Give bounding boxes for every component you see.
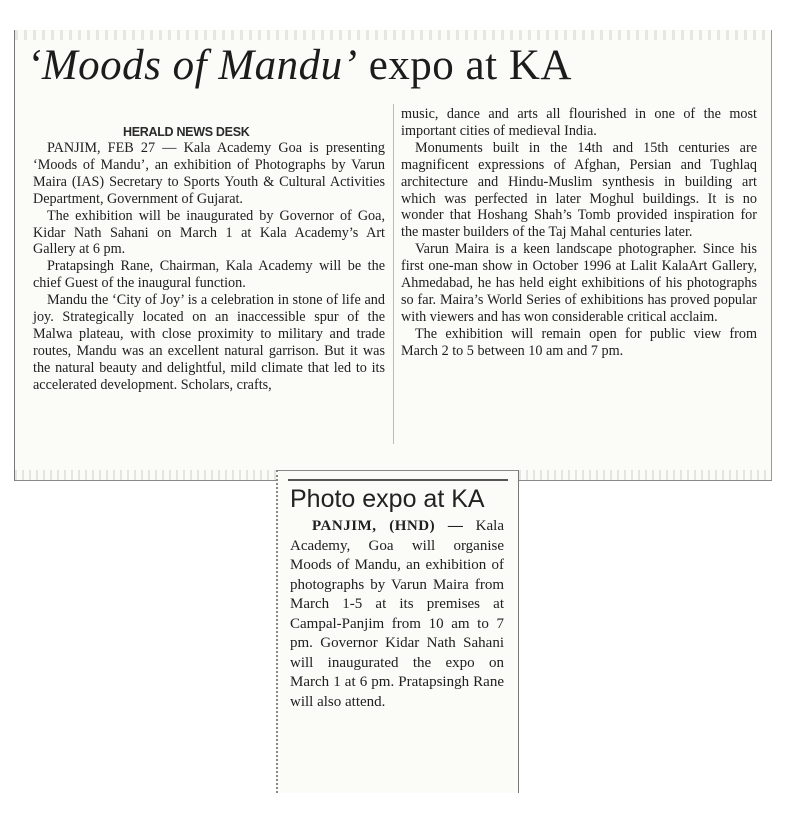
article-headline	[27, 36, 767, 96]
paragraph: The exhibition will be inaugurated by Governor of Goa, Kidar Nath Sahani on March 1 at Kala Academy’s Art Gallery at 6 pm.	[33, 207, 385, 258]
article-column-left	[33, 124, 385, 394]
newspaper-clipping-secondary	[276, 470, 519, 793]
byline: HERALD NEWS DESK	[123, 125, 250, 139]
headline-title: ‘Moods of Mandu’	[27, 42, 358, 89]
paragraph: music, dance and arts all flourished in one of the most important cities of medieval India.	[401, 106, 757, 139]
newspaper-clipping-main	[14, 30, 772, 481]
article-column-right	[401, 106, 757, 360]
dateline: PANJIM, (HND) —	[312, 518, 464, 534]
paragraph: PANJIM, FEB 27 — Kala Academy Goa is presenting ‘Moods of Mandu’, an exhibition of Photographs by Varun Maira (IAS) Secretary to Sports Youth & Cultural Activities Department, Government of Gujarat.	[33, 140, 385, 207]
headline-suffix: expo at KA	[357, 42, 572, 89]
paragraph: Varun Maira is a keen landscape photographer. Since his first one-man show in October 1996 at Lalit KalaArt Gallery, Ahmedabad, he has held eight exhibitions of his photographs so far. Maira’s World Series of exhibitions has proved popular with viewers and has won considerable critical acclaim.	[401, 241, 757, 325]
paragraph: Mandu the ‘City of Joy’ is a celebration in stone of life and joy. Strategically located on an inaccessible spur of the Malwa plateau, with close proximity to military and trade routes, Mandu was an excellent natural garrison. But it was the natural beauty and delightful, mild climate that led to its accelerated development. Scholars, crafts,	[33, 292, 385, 393]
paragraph: The exhibition will remain open for public view from March 2 to 5 between 10 am and 7 pm.	[401, 325, 757, 359]
article-body	[290, 517, 504, 712]
article-text: Kala Academy, Goa will organise Moods of Mandu, an exhibition of photographs by Varun Maira from March 1-5 at its premises at Campal-Panjim from 10 am to 7 pm. Governor Kidar Nath Sahani will inaugurated the expo on March 1 at 6 pm. Pratapsingh Rane will also attend.	[290, 518, 504, 710]
header-rule	[288, 479, 508, 481]
paragraph: Pratapsingh Rane, Chairman, Kala Academy will be the chief Guest of the inaugural function.	[33, 258, 385, 292]
article-headline: Photo expo at KA	[290, 485, 485, 513]
paragraph: Monuments built in the 14th and 15th centuries are magnificent expressions of Afghan, Persian and Tughlaq architecture and Hindu-Muslim synthesis in building art which was perfected in later Moghul buildings. It is no wonder that Hoshang Shah’s Tomb provided inspiration for the master builders of the Taj Mahal centuries later.	[401, 139, 757, 241]
column-divider	[393, 104, 394, 444]
